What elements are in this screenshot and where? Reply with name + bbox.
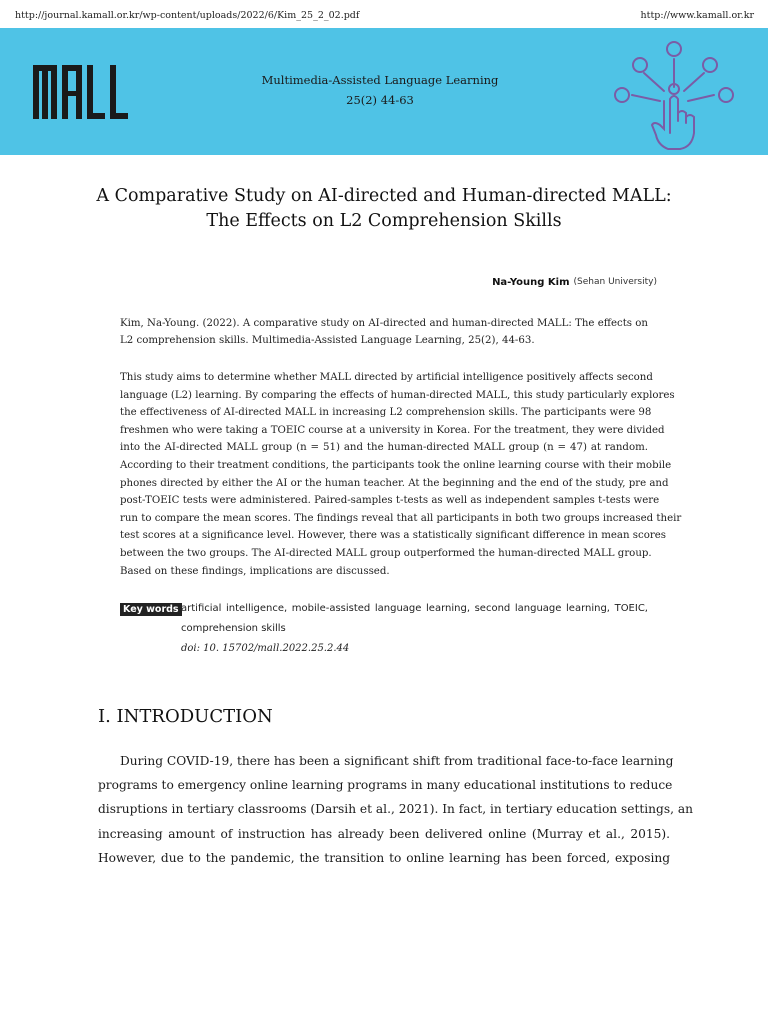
doi[interactable]: doi: 10. 15702/mall.2022.25.2.44 (181, 643, 350, 654)
paragraph-line: programs to emergency online learning programs in many educational institutions to reduce (98, 778, 673, 793)
article-title-line-1: A Comparative Study on AI-directed and Human-directed MALL: (96, 186, 672, 206)
abstract-line: language (L2) learning. By comparing the effects of human-directed MALL, this study particularly explores (120, 389, 675, 401)
citation-line: L2 comprehension skills. Multimedia-Assisted Language Learning, 25(2), 44-63. (120, 335, 535, 346)
abstract-line: Based on these findings, implications are discussed. (120, 565, 390, 577)
section-heading: I. INTRODUCTION (98, 706, 273, 727)
article-pdf-url[interactable]: http://journal.kamall.or.kr/wp-content/uploads/2022/6/Kim_25_2_02.pdf (15, 10, 360, 21)
mall-logo (33, 63, 133, 121)
touch-hand-icon (604, 37, 744, 153)
journal-name: Multimedia-Assisted Language Learning (261, 73, 499, 87)
keywords-label: Key words (120, 603, 182, 616)
abstract-line: This study aims to determine whether MALL directed by artificial intelligence positively affects second (120, 372, 653, 383)
paragraph-line: increasing amount of instruction has already been delivered online (Murray et al., 2015). (98, 826, 670, 841)
abstract-line: the effectiveness of AI-directed MALL in increasing L2 comprehension skills. The participants were 98 (120, 407, 652, 419)
author-affiliation: (Sehan University) (573, 277, 657, 287)
abstract-line: freshmen who were taking a TOEIC course at a university in Korea. For the treatment, they were divided (120, 424, 665, 436)
abstract-line: post-TOEIC tests were administered. Paired-samples t-tests as well as independent samples t-tests were (120, 495, 660, 507)
abstract-line: between the two groups. The AI-directed MALL group outperformed the human-directed MALL group. (120, 548, 652, 559)
paragraph-line: However, due to the pandemic, the transition to online learning has been forced, exposing (98, 850, 670, 865)
journal-issue: 25(2) 44-63 (346, 93, 414, 107)
abstract-line: test scores at a significance level. However, there was a statistically significant difference in mean scores (120, 530, 666, 542)
paragraph-line: During COVID-19, there has been a significant shift from traditional face-to-face learning (120, 754, 674, 768)
abstract-line: According to their treatment conditions, the participants took the online learning course with their mobile (120, 460, 672, 471)
author-name: Na-Young Kim (492, 277, 570, 288)
page-header (15, 10, 754, 24)
abstract-line: run to compare the mean scores. The findings reveal that all participants in both two groups increased their (120, 512, 682, 524)
abstract-line: into the AI-directed MALL group (n = 51) and the human-directed MALL group (n = 47) at random. (120, 442, 648, 454)
keywords-line: comprehension skills (181, 623, 286, 634)
article-title-line-2: The Effects on L2 Comprehension Skills (206, 211, 562, 231)
keywords-line: artificial intelligence, mobile-assisted language learning, second language learning, TOEIC, (181, 603, 648, 614)
citation-line: Kim, Na-Young. (2022). A comparative study on AI-directed and human-directed MALL: The effects on (120, 318, 648, 329)
abstract-line: phones directed by either the AI or the human teacher. At the beginning and the end of the study, pre and (120, 477, 669, 489)
paragraph-line: disruptions in tertiary classrooms (Darsih et al., 2021). In fact, in tertiary education settings, an (98, 802, 693, 817)
journal-site-url[interactable]: http://www.kamall.or.kr (640, 10, 754, 21)
